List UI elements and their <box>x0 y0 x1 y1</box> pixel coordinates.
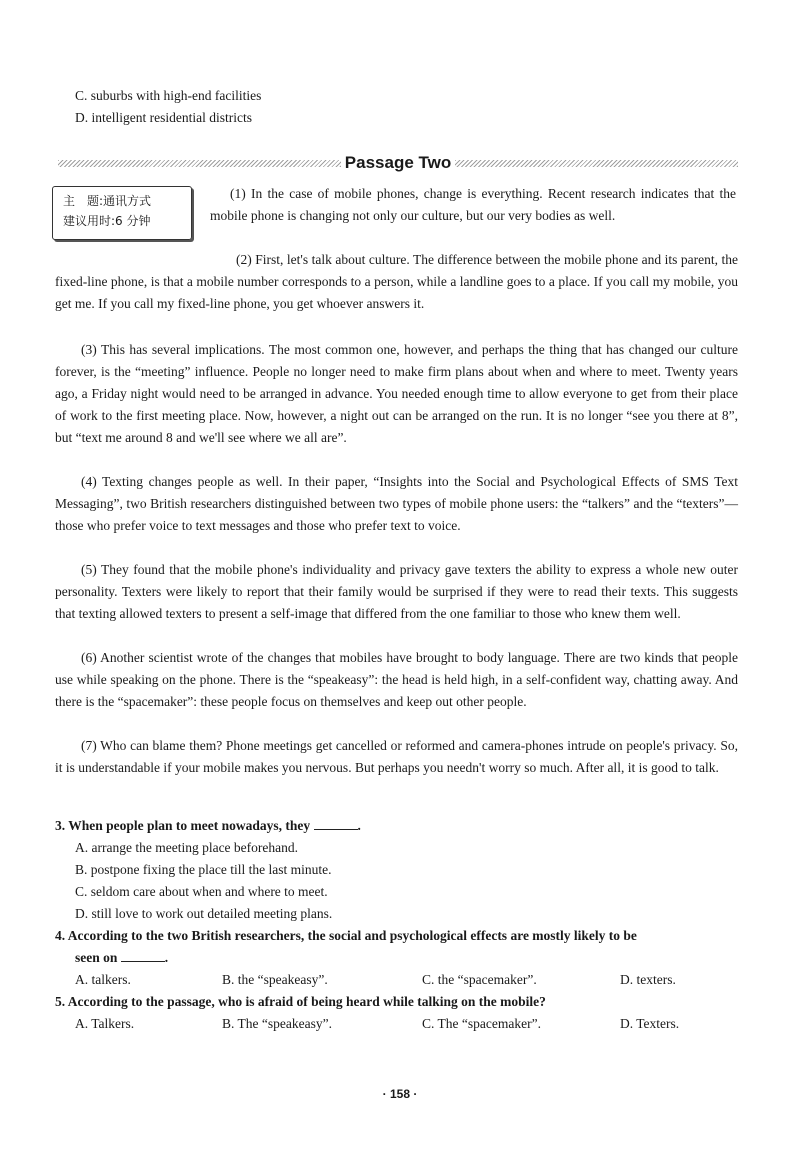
option-c: C. The “spacemaker”. <box>422 1016 541 1031</box>
option-c: C. suburbs with high-end facilities <box>75 88 262 103</box>
stem-text: 3. When people plan to meet nowadays, they <box>55 818 311 833</box>
option-a: A. Talkers. <box>75 1016 135 1031</box>
topic-line: 主 题:通讯方式 <box>63 194 152 208</box>
answer-blank <box>314 817 358 830</box>
topic-box <box>52 186 192 240</box>
paragraph-1: (1) In the case of mobile phones, change is everything. Recent research indicates that the mobile phone is changing not only our culture, but our very bodies as well. <box>210 186 736 223</box>
options-row <box>75 1013 745 1035</box>
question-stem-continued <box>75 947 745 969</box>
hatch-divider-right <box>455 160 738 167</box>
passage-title: Passage Two <box>344 153 452 172</box>
answer-blank <box>121 949 165 962</box>
paragraph-6: (6) Another scientist wrote of the changes that mobiles have brought to body language. There are two kinds that people use while speaking on the phone. There is the “speakeasy”: the head is held high, in a self-confident way, chatting away. And there is the “spacemaker”: these people focus on themselves and keep out other people. <box>55 650 738 709</box>
option-d: D. intelligent residential districts <box>75 110 252 125</box>
question-3 <box>55 815 745 925</box>
paragraph-3: (3) This has several implications. The most common one, however, and perhaps the thing that has changed our culture forever, is the “meeting” influence. People no longer need to make firm plans about when and where to meet. Twenty years ago, a Friday night would need to be arranged in advance. You needed enough time to allow everyone to get from their place of work to the first meeting place. Now, however, a night out can be arranged on the run. It is no longer “see you there at 8”, but “text me around 8 and we'll see where we all are”. <box>55 342 738 445</box>
option-c: C. the “spacemaker”. <box>422 972 537 987</box>
previous-question-options <box>75 85 261 129</box>
questions-section <box>55 815 745 1035</box>
passage-header <box>58 150 738 176</box>
options-row <box>75 969 745 991</box>
paragraph-4: (4) Texting changes people as well. In their paper, “Insights into the Social and Psychological Effects of SMS Text Messaging”, two British researchers distinguished between two types of mobile phone users: the “talkers” and the “texters”—those who prefer voice to text messages and those who prefer text to voice. <box>55 474 738 533</box>
option-b: B. the “speakeasy”. <box>222 972 328 987</box>
page-number: · 158 · <box>382 1087 418 1101</box>
option-d: D. Texters. <box>620 1016 680 1031</box>
question-stem: 5. According to the passage, who is afraid of being heard while talking on the mobile? <box>55 994 546 1009</box>
stem-end: . <box>357 818 361 833</box>
option-a: A. talkers. <box>75 972 131 987</box>
question-stem <box>55 815 745 837</box>
paragraph-7: (7) Who can blame them? Phone meetings get cancelled or reformed and camera-phones intrude on people's privacy. So, it is understandable if your mobile makes you nervous. But perhaps you needn't worry so much. After all, it is good to talk. <box>55 738 738 775</box>
option-b: B. postpone fixing the place till the last minute. <box>75 862 332 877</box>
paragraph-2: (2) First, let's talk about culture. The difference between the mobile phone and its parent, the fixed-line phone, is that a mobile number corresponds to a person, while a landline goes to a place. If you call my mobile, you get me. If you call my fixed-line phone, you get whoever answers it. <box>55 252 738 311</box>
option-c: C. seldom care about when and where to meet. <box>75 884 328 899</box>
option-d: D. texters. <box>620 972 676 987</box>
suggested-time-line: 建议用时:6 分钟 <box>63 214 151 228</box>
stem-end: . <box>164 950 169 965</box>
hatch-divider-left <box>58 160 341 167</box>
option-b: B. The “speakeasy”. <box>222 1016 332 1031</box>
option-a: A. arrange the meeting place beforehand. <box>75 840 299 855</box>
question-5 <box>55 991 745 1035</box>
option-d: D. still love to work out detailed meeting plans. <box>75 906 333 921</box>
stem-text: seen on <box>75 950 118 965</box>
question-stem: 4. According to the two British researchers, the social and psychological effects are mostly likely to be <box>55 928 637 943</box>
paragraph-5: (5) They found that the mobile phone's individuality and privacy gave texters the ability to express a whole new outer personality. Texters were likely to report that their family would be surprised if they were to read their texts. This suggests that texting allowed texters to present a self-image that differed from the one familiar to those who knew them well. <box>55 562 738 621</box>
question-4 <box>55 925 745 991</box>
